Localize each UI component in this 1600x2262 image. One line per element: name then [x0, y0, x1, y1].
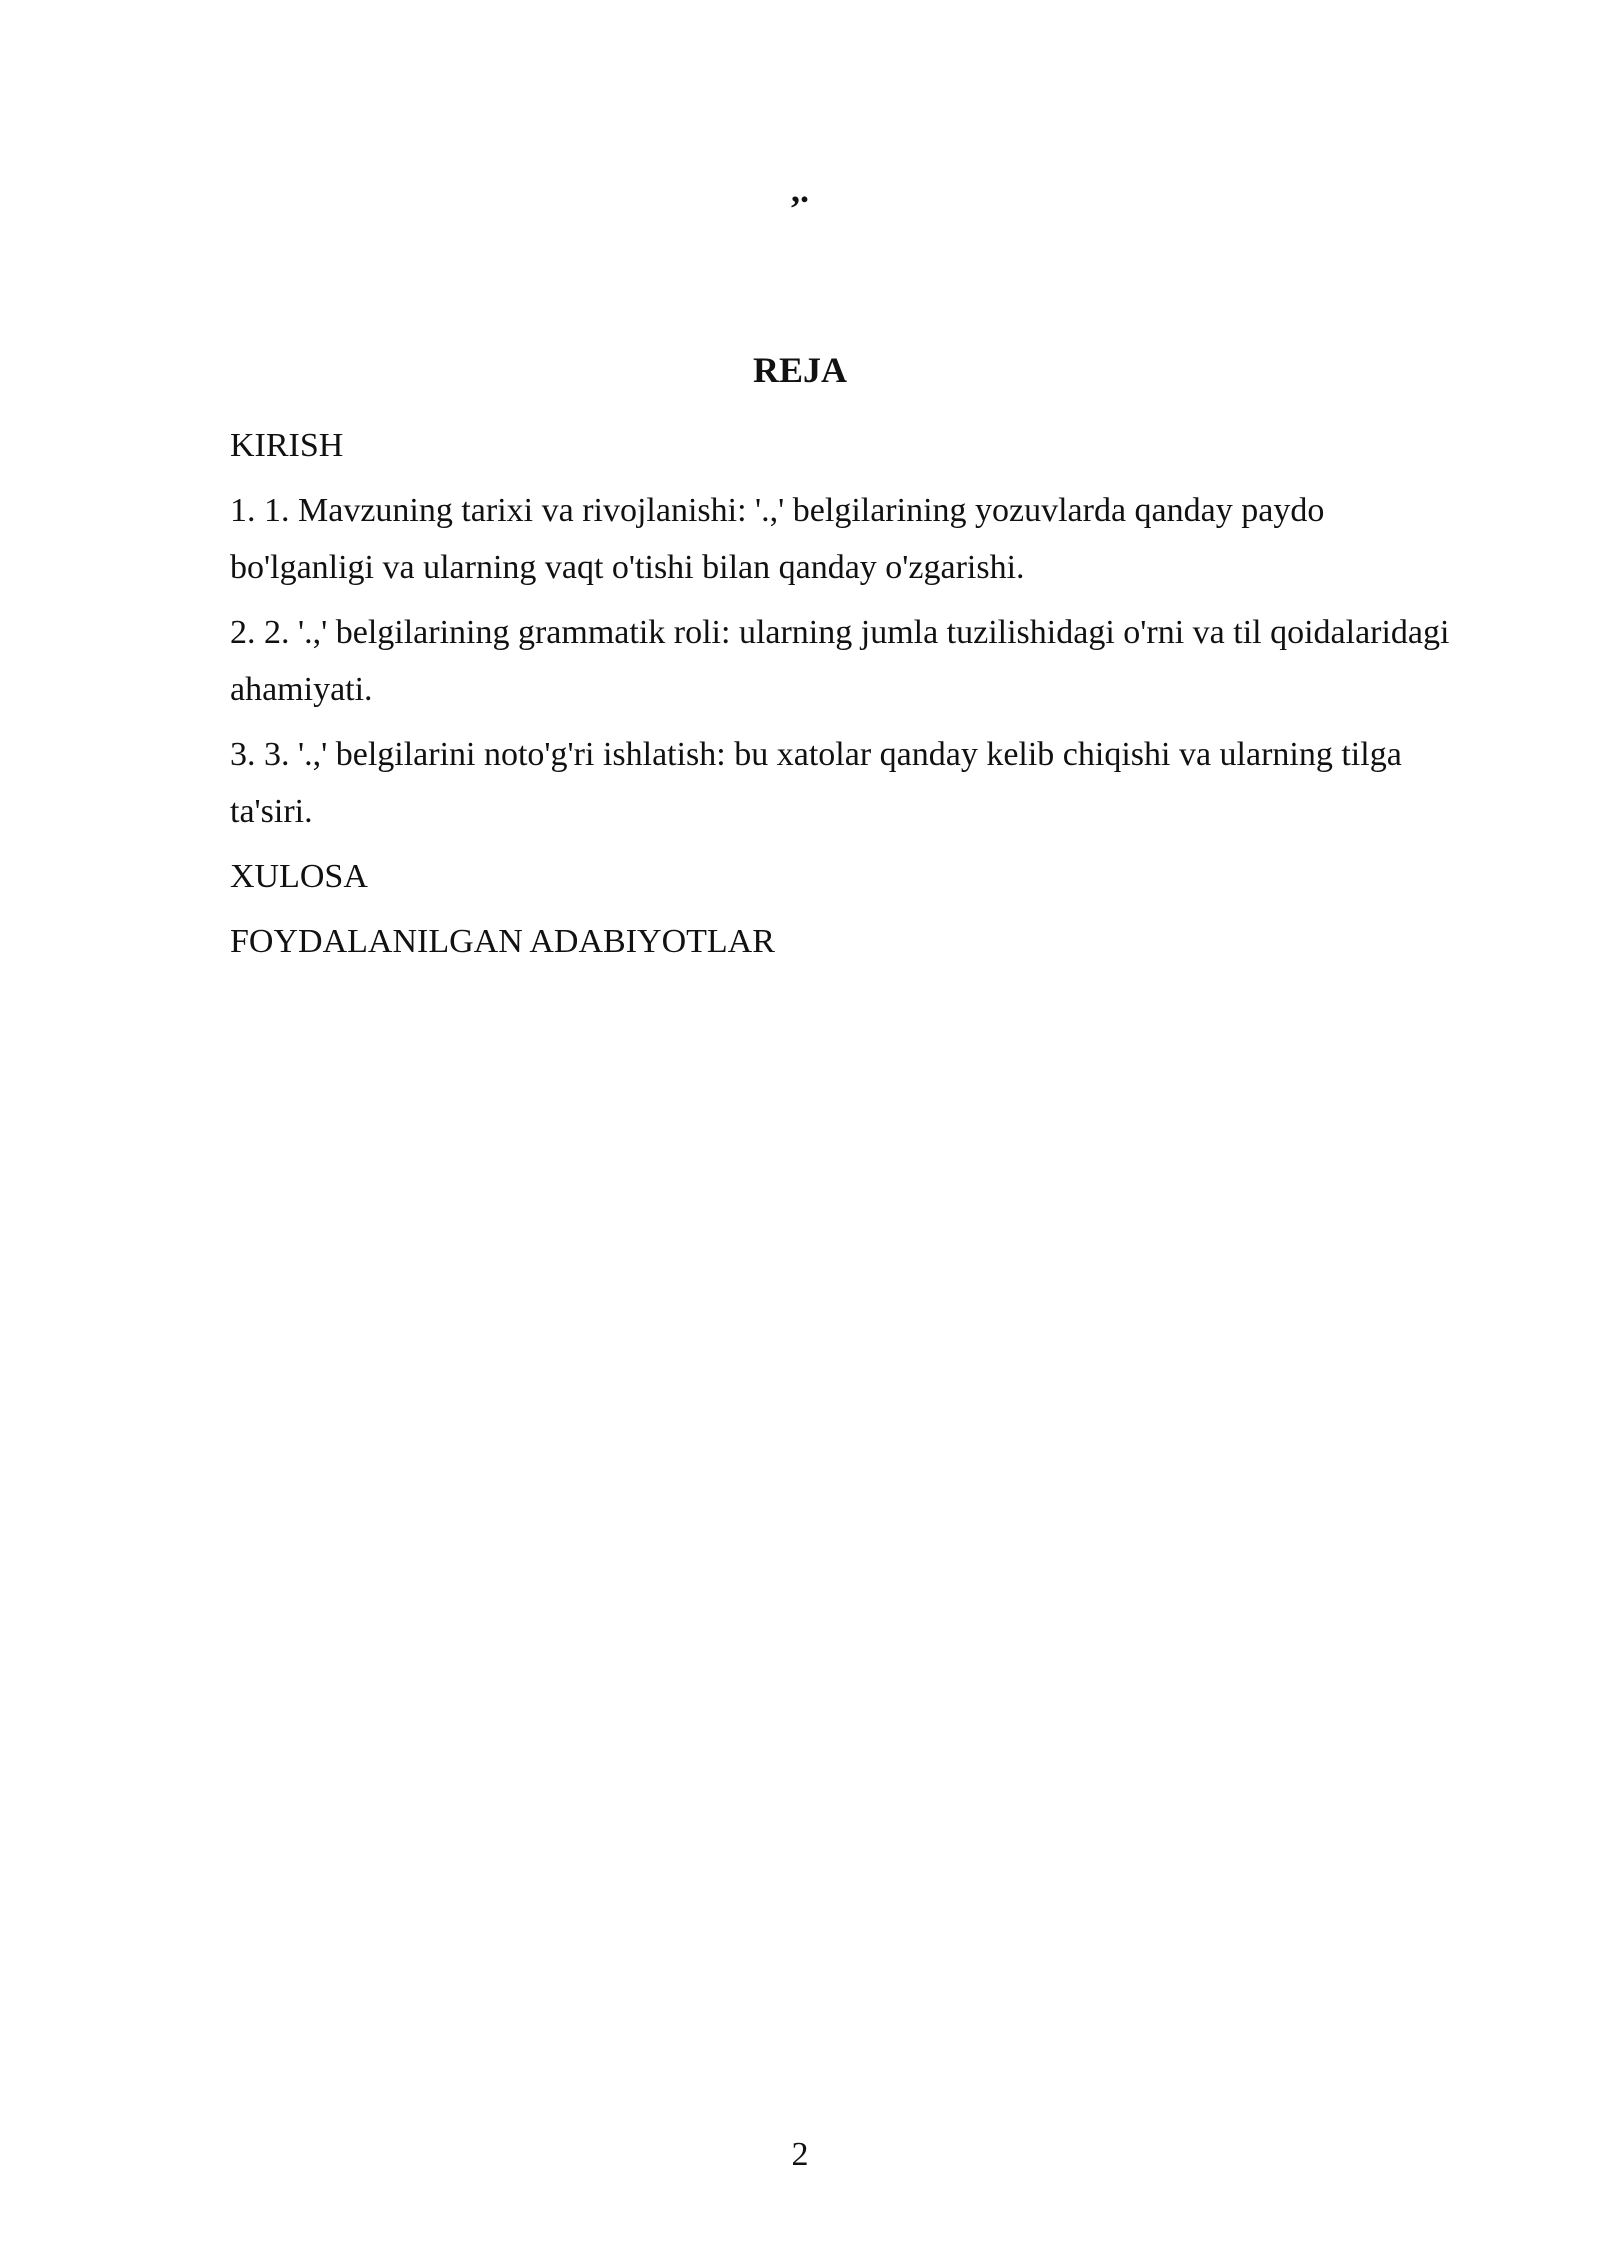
toc-item-introduction: KIRISH [230, 427, 344, 464]
table-of-contents [230, 417, 1460, 978]
header-mark: ,. [791, 170, 809, 210]
toc-item-references: FOYDALANILGAN ADABIYOTLAR [230, 923, 775, 960]
toc-item-3: 3. 3. '.,' belgilarini noto'g'ri ishlatish: bu xatolar qanday kelib chiqishi va ularning tilga ta'siri. [230, 736, 1402, 830]
toc-item-conclusion: XULOSA [230, 858, 368, 895]
toc-item-2: 2. 2. '.,' belgilarining grammatik roli: ularning jumla tuzilishidagi o'rni va til qoidalaridagi ahamiyati. [230, 614, 1450, 708]
plan-title: REJA [752, 350, 847, 390]
toc-item-1: 1. 1. Mavzuning tarixi va rivojlanishi: '.,' belgilarining yozuvlarda qanday paydo bo'lganligi va ularning vaqt o'tishi bilan qanday o'zgarishi. [230, 492, 1325, 586]
page-number: 2 [791, 2136, 809, 2173]
